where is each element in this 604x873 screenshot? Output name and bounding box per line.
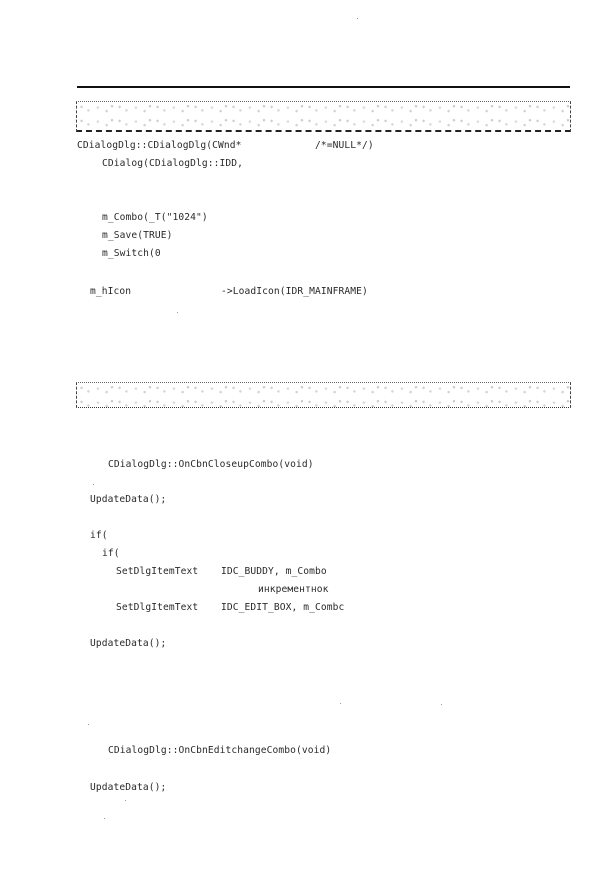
member-init-save: m_Save(TRUE) — [102, 230, 173, 241]
if-outer: if( — [90, 530, 108, 541]
update-data-2: UpdateData(); — [90, 638, 167, 649]
icon-member: m_hIcon — [90, 286, 132, 297]
scan-speck — [340, 703, 341, 704]
scan-speck — [357, 18, 358, 19]
update-data-1: UpdateData(); — [90, 494, 167, 505]
scan-speck — [88, 724, 89, 725]
scan-speck — [441, 704, 442, 705]
scan-speck — [177, 312, 178, 313]
constructor-signature: CDialogDlg::CDialogDlg(CWnd* — [77, 140, 242, 151]
set-edit-call: SetDlgItemText — [116, 602, 199, 613]
cyrillic-word: инкрементнок — [258, 584, 329, 595]
set-edit-args: IDC_EDIT_BOX, m_Combc — [221, 602, 345, 613]
faded-header-box-2 — [76, 382, 571, 408]
base-class-init: CDialog(CDialogDlg::IDD, — [102, 158, 244, 169]
scan-speck — [125, 800, 126, 801]
set-buddy-call: SetDlgItemText — [116, 566, 199, 577]
default-arg-comment: /*=NULL*/) — [315, 140, 374, 151]
if-inner: if( — [102, 548, 120, 559]
set-buddy-args: IDC_BUDDY, m_Combo — [221, 566, 327, 577]
member-init-switch: m_Switch(0 — [102, 248, 161, 259]
update-data-3: UpdateData(); — [90, 782, 167, 793]
scan-speck — [104, 818, 105, 819]
scan-speck — [93, 484, 94, 485]
member-init-combo: m_Combo(_T("1024") — [102, 212, 208, 223]
icon-load-call: ->LoadIcon(IDR_MAINFRAME) — [221, 286, 368, 297]
top-rule — [77, 86, 570, 88]
faded-header-box-1 — [76, 101, 571, 132]
closeup-signature: CDialogDlg::OnCbnCloseupCombo(void) — [108, 459, 314, 470]
editchange-signature: CDialogDlg::OnCbnEditchangeCombo(void) — [108, 745, 332, 756]
